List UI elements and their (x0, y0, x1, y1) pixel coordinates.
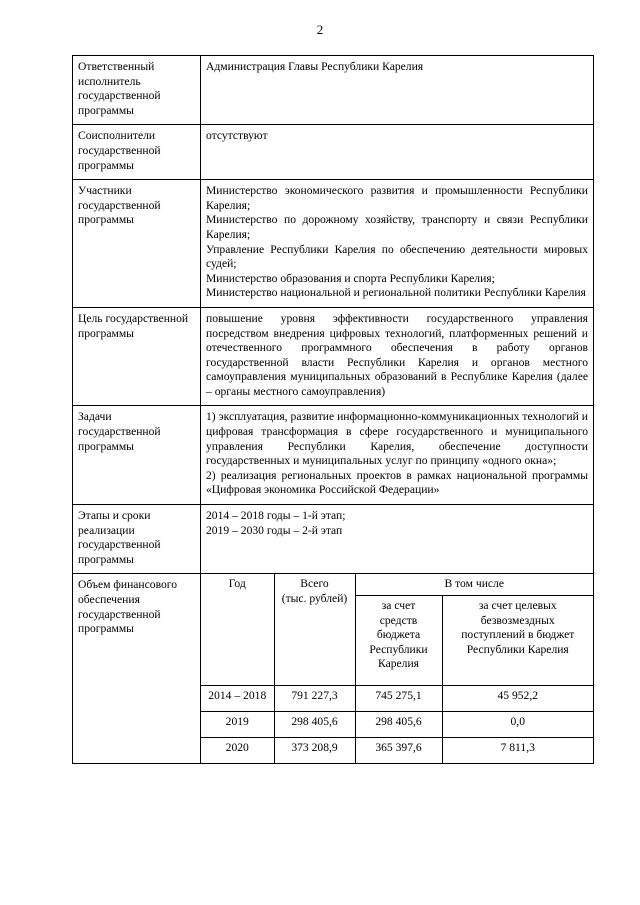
row-label: Соисполнители государственной программы (73, 125, 201, 180)
cell-total: 791 227,3 (274, 686, 355, 712)
row-label: Участники государственной программы (73, 180, 201, 308)
header-including: В том числе (355, 574, 593, 595)
row-label: Этапы и сроки реализации государственной программы (73, 505, 201, 574)
cell-grants: 7 811,3 (442, 738, 593, 764)
cell-year: 2014 – 2018 (201, 686, 274, 712)
row-content: Администрация Главы Республики Карелия (201, 56, 594, 125)
header-budget: за счет средств бюджета Республики Карелия (355, 596, 442, 686)
program-passport-table (72, 55, 594, 764)
cell-total: 298 405,6 (274, 712, 355, 738)
cell-year: 2020 (201, 738, 274, 764)
finance-header-row (201, 574, 593, 595)
cell-budget: 365 397,6 (355, 738, 442, 764)
header-year: Год (201, 574, 274, 685)
header-total: Всего (тыс. рублей) (274, 574, 355, 685)
row-label: Ответственный исполнитель государственной программы (73, 56, 201, 125)
cell-grants: 45 952,2 (442, 686, 593, 712)
cell-budget: 745 275,1 (355, 686, 442, 712)
page-number: 2 (316, 22, 324, 37)
row-content: 2014 – 2018 годы – 1-й этап; 2019 – 2030 годы – 2-й этап (201, 505, 594, 574)
cell-total: 373 208,9 (274, 738, 355, 764)
table-row (73, 180, 594, 308)
table-row (201, 712, 593, 738)
finance-table (201, 574, 593, 763)
row-content: повышение уровня эффективности государственного управления посредством внедрения цифровых технологий, платформенных решений и отечественного программного обеспечения в работу органов государственной власти Республики Карелия и органов местного самоуправления муниципальных образований в Республике Карелия (далее – органы местного самоуправления) (201, 307, 594, 406)
row-label: Цель государственной программы (73, 307, 201, 406)
table-row (73, 505, 594, 574)
row-label: Задачи государственной программы (73, 406, 201, 505)
table-row (73, 307, 594, 406)
row-label: Объем финансового обеспечения государственной программы (73, 574, 201, 764)
cell-budget: 298 405,6 (355, 712, 442, 738)
table-row (201, 686, 593, 712)
table-row (73, 574, 594, 764)
table-row (73, 125, 594, 180)
table-row (201, 738, 593, 764)
row-content: Министерство экономического развития и промышленности Республики Карелия; Министерство по дорожному хозяйству, транспорту и связи Республики Карелия; Управление Республики Карелия по обеспечению деятельности мировых судей; Министерство образования и спорта Республики Карелия; Министерство национальной и региональной политики Республики Карелия (201, 180, 594, 308)
table-row (73, 406, 594, 505)
cell-year: 2019 (201, 712, 274, 738)
finance-cell (201, 574, 594, 764)
row-content: 1) эксплуатация, развитие информационно-коммуникационных технологий и цифровая трансформация в сфере государственного и муниципального управления Республики Карелия, обеспечение доступности государственных и муниципальных услуг по принципу «одного окна»; 2) реализация региональных проектов в рамках национальной программы «Цифровая экономика Российской Федерации» (201, 406, 594, 505)
header-grants: за счет целевых безвозмездных поступлений в бюджет Республики Карелия (442, 596, 593, 686)
table-row (73, 56, 594, 125)
row-content: отсутствуют (201, 125, 594, 180)
cell-grants: 0,0 (442, 712, 593, 738)
